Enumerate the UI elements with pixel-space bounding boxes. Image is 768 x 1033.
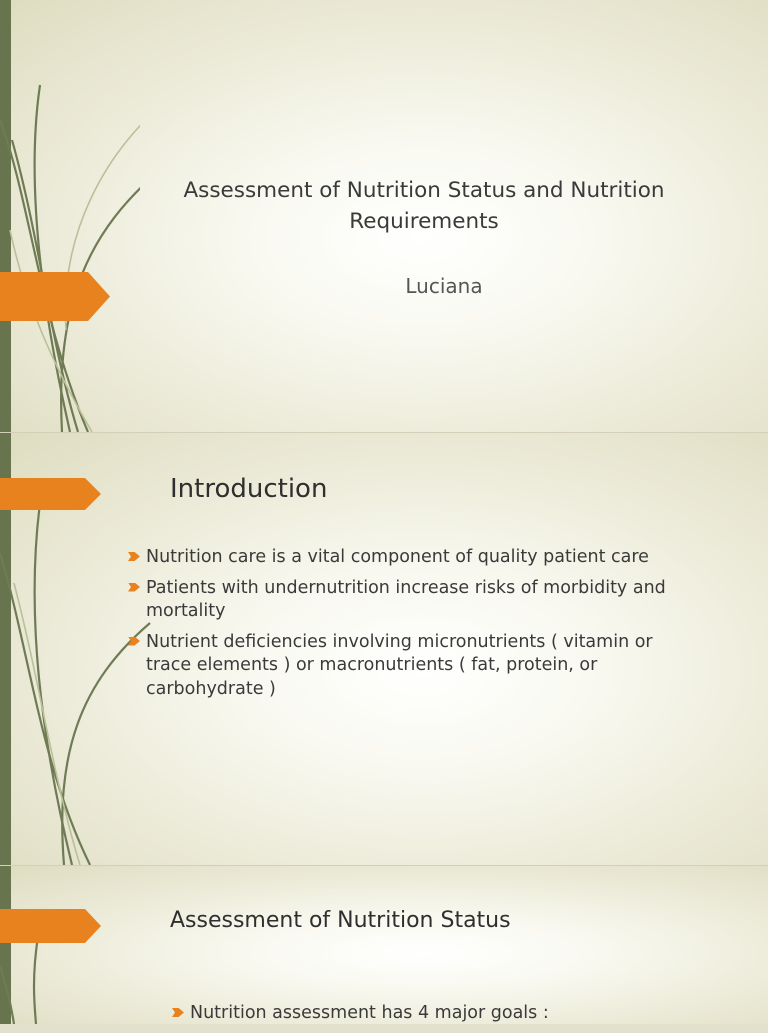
list-item: Patients with undernutrition increase risks of morbidity and mortality [128, 577, 688, 624]
arrow-bullet-icon [128, 637, 140, 646]
arrow-bullet-icon [128, 552, 140, 561]
presenter-name: Luciana [405, 274, 483, 298]
arrow-bullet-icon [128, 583, 140, 592]
assessment-slide [0, 866, 768, 1024]
bullet-list [128, 546, 688, 708]
title-slide [0, 0, 768, 432]
arrow-bullet-icon [172, 1008, 184, 1017]
presentation-title: Assessment of Nutrition Status and Nutrition Requirements [183, 178, 665, 234]
vine-decoration [0, 866, 120, 1024]
slide-heading: Introduction [170, 474, 328, 504]
slide-heading: Assessment of Nutrition Status [170, 908, 511, 933]
bullet-list [172, 1002, 732, 1033]
vine-decoration [0, 0, 140, 432]
accent-tab [0, 272, 110, 321]
accent-tab [0, 909, 101, 943]
list-item: Nutrition assessment has 4 major goals : [172, 1002, 732, 1026]
list-item: Nutrient deficiencies involving micronutrients ( vitamin or trace elements ) or macronutrients ( fat, protein, or carbohydrate ) [128, 631, 688, 702]
list-item: Nutrition care is a vital component of quality patient care [128, 546, 688, 570]
accent-tab [0, 478, 101, 510]
